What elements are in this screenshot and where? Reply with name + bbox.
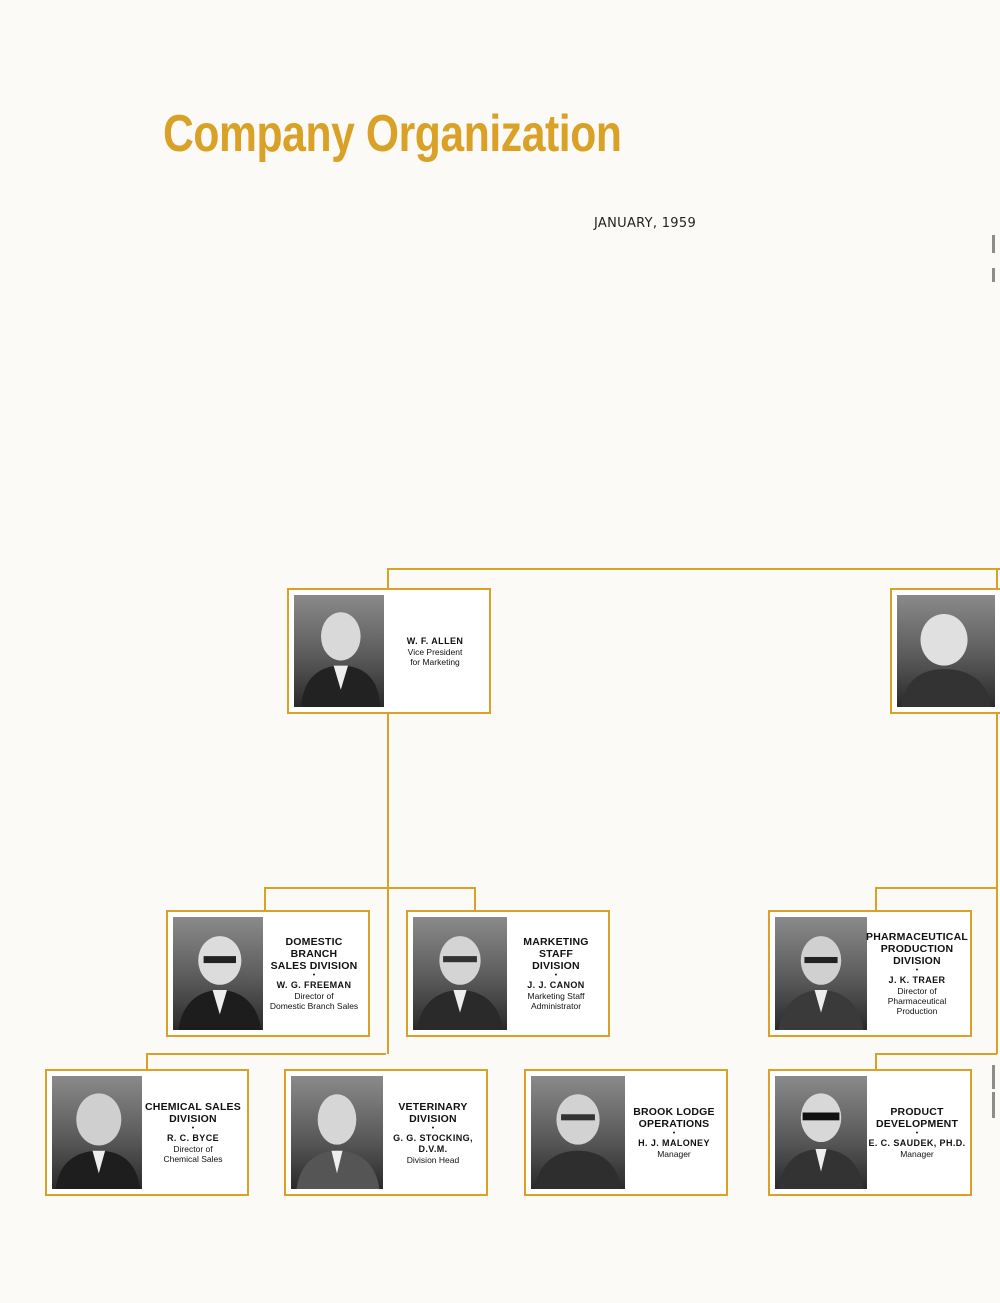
binding-mark (992, 1092, 995, 1118)
person-silhouette-icon (291, 1076, 383, 1189)
chart-date: JANUARY, 1959 (594, 216, 697, 231)
card-separator: • (915, 1130, 919, 1137)
portrait-photo (294, 595, 384, 707)
person-silhouette-icon (173, 917, 263, 1030)
card-separator: • (312, 972, 316, 979)
card-person-name: G. G. STOCKING, D.V.M. (393, 1132, 473, 1154)
person-silhouette-icon (52, 1076, 142, 1189)
card-person-name: W. G. FREEMAN (276, 980, 352, 990)
portrait-photo (531, 1076, 625, 1189)
card-person-name: J. K. TRAER (888, 975, 946, 985)
portrait-photo (173, 917, 263, 1030)
card-separator: • (191, 1125, 195, 1132)
card-division-title: CHEMICAL SALES DIVISION (145, 1101, 241, 1125)
person-silhouette-icon (897, 595, 995, 707)
org-card-offpage (890, 588, 1000, 714)
card-person-role: Marketing Staff Administrator (527, 991, 585, 1011)
card-division-title: VETERINARY DIVISION (398, 1100, 468, 1125)
bleed-through-texture (160, 70, 960, 760)
page-title: Company Organization (163, 105, 622, 163)
person-silhouette-icon (413, 917, 507, 1030)
binding-mark (992, 235, 995, 253)
connector-level3-horizontal (146, 1053, 386, 1055)
org-card-veterinary (284, 1069, 488, 1196)
connector-right-level2 (875, 887, 997, 889)
person-silhouette-icon (531, 1076, 625, 1189)
portrait-photo (413, 917, 507, 1030)
org-card-brook-lodge (524, 1069, 728, 1196)
binding-mark (992, 268, 995, 282)
card-person-name: R. C. BYCE (166, 1133, 219, 1143)
connector-level2-horizontal (264, 887, 475, 889)
card-division-title: MARKETING STAFF DIVISION (523, 936, 589, 972)
card-person-role: Vice President for Marketing (407, 646, 463, 667)
card-separator: • (915, 967, 919, 974)
portrait-photo (775, 917, 867, 1030)
card-division-title: BROOK LODGE OPERATIONS (633, 1106, 715, 1130)
person-silhouette-icon (775, 917, 867, 1030)
portrait-photo (52, 1076, 142, 1189)
card-separator: • (554, 972, 558, 979)
binding-mark (992, 1065, 995, 1089)
card-division-title: DOMESTIC BRANCH SALES DIVISION (270, 936, 358, 972)
org-card-vp-marketing (287, 588, 491, 714)
org-card-domestic-branch-sales (166, 910, 370, 1037)
portrait-photo (775, 1076, 867, 1189)
org-card-marketing-staff (406, 910, 610, 1037)
connector-top-stub (387, 568, 389, 590)
connector-level2-right-drop (474, 887, 476, 912)
card-person-role: Director of Domestic Branch Sales (269, 991, 359, 1011)
org-card-product-development (768, 1069, 972, 1196)
org-card-chemical-sales (45, 1069, 249, 1196)
org-card-pharmaceutical-production (768, 910, 972, 1037)
connector-top-horizontal (387, 568, 1000, 570)
card-person-name: J. J. CANON (527, 980, 585, 990)
card-separator: • (431, 1124, 435, 1132)
connector-right-level2-drop (875, 887, 877, 912)
connector-level2-left-drop (264, 887, 266, 912)
connector-right-level3 (875, 1053, 997, 1055)
card-person-role: Director of Chemical Sales (163, 1144, 223, 1164)
card-person-role: Director of Pharmaceutical Production (887, 986, 947, 1016)
portrait-photo (291, 1076, 383, 1189)
person-silhouette-icon (775, 1076, 867, 1189)
card-person-name: H. J. MALONEY (638, 1138, 710, 1148)
card-person-role: Manager (657, 1149, 691, 1159)
card-person-name: W. F. ALLEN (406, 635, 464, 646)
person-silhouette-icon (294, 595, 384, 707)
connector-trunk (387, 712, 389, 1054)
card-person-role: Division Head (406, 1154, 460, 1165)
card-person-role: Manager (900, 1149, 934, 1159)
card-separator: • (672, 1130, 676, 1137)
card-division-title: PHARMACEUTICAL PRODUCTION DIVISION (866, 931, 968, 967)
card-person-name: E. C. SAUDEK, PH.D. (868, 1138, 966, 1148)
card-division-title: PRODUCT DEVELOPMENT (875, 1106, 959, 1130)
portrait-photo (897, 595, 995, 707)
